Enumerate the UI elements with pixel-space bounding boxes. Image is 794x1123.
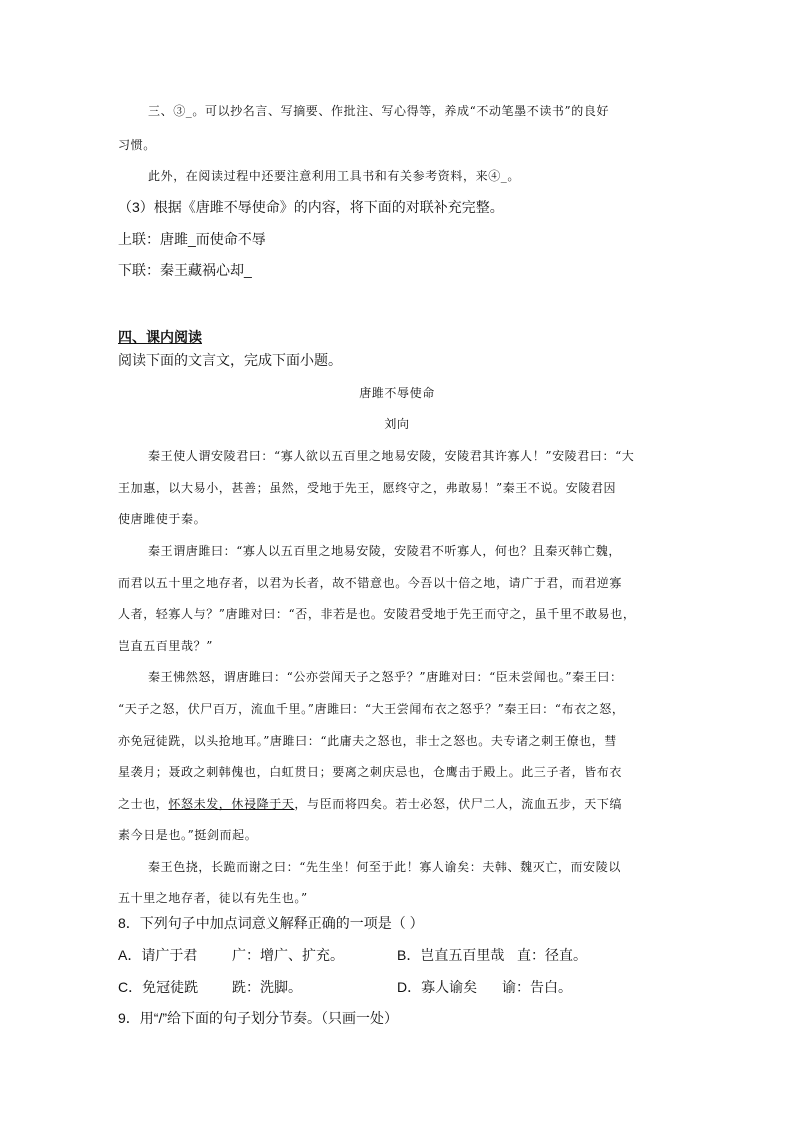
passage-line: 人者，轻寡人与？”唐雎对曰：“否，非若是也。安陵君受地于先王而守之，虽千里不敢易也，	[118, 607, 636, 621]
underlined-sentence: 怀怒未发，休祲降于天	[168, 797, 295, 811]
option-letter: B．	[397, 947, 421, 963]
passage-line: 秦王怫然怒，谓唐雎曰：“公亦尝闻天子之怒乎？”唐雎对曰：“臣未尝闻也。”秦王曰：	[148, 670, 623, 684]
passage-line: 星袭月；聂政之刺韩傀也，白虹贯日；要离之刺庆忌也，仓鹰击于殿上。此三子者，皆布衣	[118, 765, 623, 779]
option-letter: A．	[118, 947, 142, 963]
option-letter: C．	[118, 979, 143, 995]
question-9-prompt: 9．用“/”给下面的句子划分节奏。（只画一处）	[118, 1010, 398, 1026]
passage-line	[118, 794, 622, 814]
passage-line: 岂直五百里哉？”	[118, 639, 213, 653]
option-b-gloss: 直：径直。	[517, 947, 587, 963]
passage-line: “天子之怒，伏尸百万，流血千里。”唐雎曰：“大王尝闻布衣之怒乎？”秦王曰：“布衣之怒，	[118, 702, 625, 716]
passage-line: 而君以五十里之地存者，以君为长者，故不错意也。今吾以十倍之地，请广于君，而君逆寡	[118, 576, 623, 590]
section-instruction: 阅读下面的文言文，完成下面小题。	[118, 352, 342, 368]
question-3-prompt: （3）根据《唐雎不辱使命》的内容，将下面的对联补充完整。	[118, 199, 504, 215]
passage-line: 素今日是也。”挺剑而起。	[118, 828, 258, 842]
passage-line: 王加惠，以大易小，甚善；虽然，受地于先王，愿终守之，弗敢易！”秦王不说。安陵君因	[118, 481, 617, 495]
option-sentence: 免冠徒跣	[142, 979, 199, 995]
text-line: 习惯。	[118, 138, 156, 152]
option-d-gloss: 谕：告白。	[502, 979, 572, 995]
text-line: 三、③_。可以抄名言、写摘要、作批注、写心得等，养成“不动笔墨不读书”的良好	[148, 104, 610, 118]
option-a[interactable]	[118, 945, 197, 965]
option-sentence: 请广于君	[141, 947, 198, 963]
section-heading: 四、课内阅读	[118, 329, 202, 345]
passage-line: 亦免冠徒跣，以头抢地耳。”唐雎曰：“此庸夫之怒也，非士之怒也。夫专诸之刺王僚也，彗	[118, 734, 617, 748]
passage-line: 秦王谓唐雎曰：“寡人以五百里之地易安陵，安陵君不听寡人，何也？且秦灭韩亡魏，	[148, 544, 621, 558]
option-c-gloss: 跣：洗脚。	[232, 979, 302, 995]
passage-text: ，与臣而将四矣。若士必怒，伏尸二人，流血五步，天下缟	[294, 797, 623, 811]
option-d[interactable]	[397, 977, 477, 997]
passage-line: 五十里之地存者，徒以有先生也。”	[118, 891, 308, 905]
passage-line: 使唐雎使于秦。	[118, 512, 207, 526]
passage-author: 刘向	[384, 417, 410, 431]
option-sentence: 寡人谕矣	[421, 979, 478, 995]
option-c[interactable]	[118, 977, 198, 997]
option-a-gloss: 广：增广、扩充。	[232, 947, 344, 963]
option-b[interactable]	[397, 945, 504, 965]
text-line: 此外，在阅读过程中还要注意利用工具书和有关参考资料，来④_。	[148, 169, 521, 183]
passage-line: 秦王色挠，长跪而谢之曰：“先生坐！何至于此！寡人谕矣：夫韩、魏灭亡，而安陵以	[148, 860, 621, 874]
passage-title: 唐雎不辱使命	[359, 386, 435, 400]
couplet-upper: 上联：唐雎_而使命不辱	[118, 231, 266, 247]
question-8-prompt: 8．下列句子中加点词意义解释正确的一项是（ ）	[118, 915, 424, 931]
couplet-lower: 下联：秦王藏祸心却_	[118, 262, 252, 278]
passage-text: 之士也，	[118, 797, 169, 811]
passage-line: 秦王使人谓安陵君曰：“寡人欲以五百里之地易安陵，安陵君其许寡人！”安陵君曰：“大	[148, 449, 635, 463]
option-letter: D．	[397, 979, 422, 995]
option-sentence: 岂直五百里哉	[420, 947, 505, 963]
